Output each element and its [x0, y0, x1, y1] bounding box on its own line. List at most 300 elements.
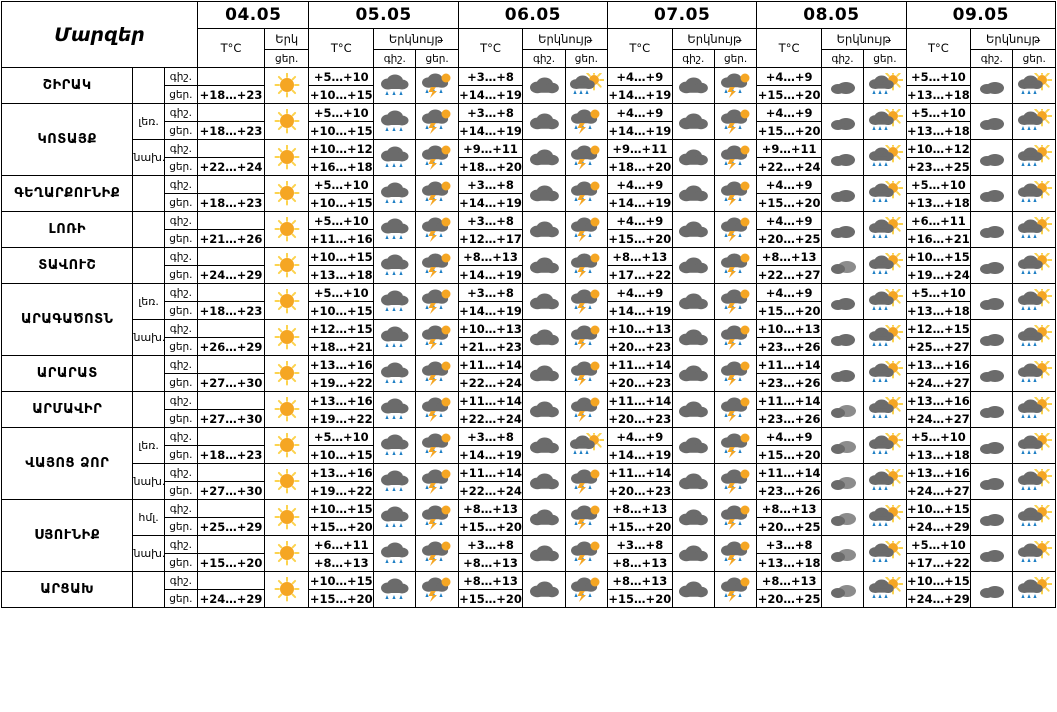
weather-icon-night-rain-cloud: [374, 140, 416, 176]
temp-day-d5: +24…+27: [906, 375, 970, 390]
label-night: գիշ.: [164, 284, 197, 302]
temp-day-d4: +20…+25: [757, 591, 821, 606]
label-night: գիշ.: [164, 572, 197, 590]
weather-icon-day-sun-rain: [1013, 500, 1056, 536]
weather-icon-day-rain-storm: [416, 572, 458, 608]
weather-icon-night-cloud: [672, 104, 714, 140]
weather-icon-day-rain-storm: [565, 176, 607, 212]
label-day: ցեր.: [164, 122, 197, 140]
weather-icon-day-sun-rain: [1013, 284, 1056, 320]
temp-night-d3: +4…+9: [608, 212, 673, 230]
temp-day-d4: +20…+25: [757, 231, 821, 246]
temp-day-d0: +18…+23: [198, 194, 265, 212]
temp-day-d3: +14…+19: [608, 447, 672, 462]
temp-night-d5: +10…+15: [906, 501, 970, 516]
table-row: [2, 284, 1056, 302]
temp-night-d3: +11…+14: [608, 465, 672, 480]
weather-icon-day-sun-rain: [565, 428, 607, 464]
weather-icon-night-moon: [821, 212, 863, 248]
weather-icon-night-cloud: [672, 176, 714, 212]
weather-icon-night-cloud: [672, 68, 714, 104]
temp-night-d5: +12…+15: [906, 321, 970, 336]
header-temp-5: T°C: [906, 29, 971, 68]
weather-icon-day-rain-storm: [416, 320, 458, 356]
weather-icon-day-rain-storm: [565, 500, 607, 536]
label-night: գիշ.: [164, 536, 197, 554]
temp-night-d4: +4…+9: [757, 284, 822, 302]
label-day: ցեր.: [164, 374, 197, 392]
header-day-3: ցեր.: [714, 50, 756, 68]
weather-icon-sun: [264, 140, 309, 176]
weather-icon-day-rain-storm: [714, 104, 756, 140]
weather-icon-day-rain-storm: [416, 104, 458, 140]
weather-icon-day-rain-storm: [714, 572, 756, 608]
temp-day-d4: +23…+26: [757, 375, 821, 390]
table-body: [2, 68, 1056, 608]
table-row: [2, 68, 1056, 86]
temp-night-d0: [198, 140, 265, 158]
weather-icon-day-sun-rain: [864, 464, 906, 500]
weather-icon-day-sun-rain: [1013, 140, 1056, 176]
weather-icon-day-sun-rain: [864, 392, 906, 428]
header-day-0: ցեր.: [264, 50, 309, 68]
weather-icon-night-cloud: [672, 320, 714, 356]
region-name: ՇԻՐԱԿ: [2, 68, 133, 104]
region-subzone: նախ.: [133, 464, 164, 500]
temp-day-d2: +14…+19: [459, 87, 522, 102]
weather-icon-night-moon: [971, 320, 1013, 356]
weather-icon-night-moon: [821, 320, 863, 356]
header-date-2: 06.05: [458, 2, 607, 29]
weather-icon-night-cloud: [672, 392, 714, 428]
weather-icon-night-cloud: [523, 572, 565, 608]
label-night: գիշ.: [164, 320, 197, 338]
temp-day-d3: +14…+19: [608, 303, 672, 318]
table-row: [2, 356, 1056, 374]
temp-night-d1: +5…+10: [309, 212, 374, 230]
temp-night-d2: +3…+8: [458, 536, 523, 554]
weather-icon-night-rain-cloud: [374, 536, 416, 572]
temp-day-d3: +15…+20: [608, 591, 672, 606]
temp-day-d3: +8…+13: [608, 554, 673, 572]
temp-night-d4: +8…+13: [757, 500, 822, 518]
temp-night-d5: +13…+16: [906, 465, 970, 480]
weather-icon-sun: [264, 284, 309, 320]
temp-night-d2: +3…+8: [458, 428, 523, 446]
header-night-4: գիշ.: [821, 50, 863, 68]
weather-icon-night-moon: [821, 68, 863, 104]
temp-night-d0: [198, 104, 265, 122]
weather-icon-night-cloud: [523, 284, 565, 320]
temp-day-d1: +15…+20: [309, 519, 373, 534]
weather-icon-night-rain-cloud: [374, 392, 416, 428]
region-subzone: լեռ.: [133, 104, 164, 140]
weather-icon-day-rain-storm: [565, 248, 607, 284]
weather-icon-day-sun-rain: [1013, 212, 1056, 248]
weather-icon-day-rain-storm: [416, 140, 458, 176]
temp-night-d0: [198, 176, 265, 194]
temp-day-d2: +14…+19: [459, 447, 522, 462]
temp-night-d1: +5…+10: [309, 428, 374, 446]
temp-day-d5: +19…+24: [906, 267, 970, 282]
weather-icon-night-cloud: [523, 320, 565, 356]
weather-icon-sun: [264, 248, 309, 284]
weather-icon-night-moon: [821, 140, 863, 176]
weather-icon-day-rain-storm: [565, 140, 607, 176]
temp-night-d1: +12…+15: [309, 321, 373, 336]
weather-icon-day-rain-storm: [714, 392, 756, 428]
temp-day-d5: +24…+29: [906, 591, 970, 606]
weather-icon-day-sun-rain: [1013, 428, 1056, 464]
weather-icon-day-sun-rain: [864, 212, 906, 248]
weather-icon-night-moon-cloud: [821, 572, 863, 608]
weather-icon-night-moon: [971, 104, 1013, 140]
temp-night-d3: +4…+9: [608, 176, 673, 194]
weather-icon-night-moon: [971, 176, 1013, 212]
label-day: ցեր.: [164, 482, 197, 500]
temp-night-d0: [198, 284, 265, 302]
temp-day-d4: +15…+20: [757, 447, 821, 462]
temp-day-d5: +13…+18: [906, 447, 970, 462]
temp-day-d5: +17…+22: [906, 555, 970, 570]
temp-day-d5: +24…+27: [906, 483, 970, 498]
temp-day-d3: +14…+19: [608, 195, 672, 210]
region-subzone: լեռ.: [133, 428, 164, 464]
weather-icon-sun: [264, 536, 309, 572]
temp-day-d5: +16…+21: [906, 231, 970, 246]
label-night: գիշ.: [164, 248, 197, 266]
region-subzone: լեռ.: [133, 284, 164, 320]
weather-icon-night-moon-cloud: [821, 464, 863, 500]
weather-icon-day-sun-rain: [864, 428, 906, 464]
weather-icon-day-rain-storm: [714, 140, 756, 176]
weather-icon-night-cloud: [523, 248, 565, 284]
weather-icon-night-cloud: [523, 536, 565, 572]
temp-day-d5: +24…+29: [906, 519, 970, 534]
weather-icon-day-rain-storm: [416, 464, 458, 500]
weather-icon-night-cloud: [523, 176, 565, 212]
temp-day-d5: +25…+27: [906, 339, 970, 354]
region-name: ԼՈՌԻ: [2, 212, 133, 248]
weather-icon-night-rain-cloud: [374, 428, 416, 464]
weather-icon-day-rain-storm: [416, 500, 458, 536]
weather-icon-night-cloud: [672, 500, 714, 536]
temp-night-d4: +8…+13: [757, 572, 822, 590]
weather-icon-night-rain-cloud: [374, 320, 416, 356]
weather-icon-night-cloud: [672, 140, 714, 176]
header-sky-1: Երկնույթ: [374, 29, 459, 50]
table-row: [2, 536, 1056, 554]
weather-icon-sun: [264, 464, 309, 500]
weather-icon-night-moon-cloud: [821, 500, 863, 536]
temp-night-d1: +5…+10: [309, 68, 374, 86]
table-row: [2, 104, 1056, 122]
weather-icon-night-cloud: [672, 536, 714, 572]
weather-icon-day-rain-storm: [714, 356, 756, 392]
header-date-0: 04.05: [198, 2, 309, 29]
region-name: ՎԱՅՈՑ ՁՈՐ: [2, 428, 133, 500]
label-day: ցեր.: [164, 410, 197, 428]
table-row: [2, 320, 1056, 338]
temp-day-d5: +24…+27: [906, 411, 970, 426]
weather-icon-sun: [264, 320, 309, 356]
weather-icon-night-moon: [971, 140, 1013, 176]
temp-day-d1: +19…+22: [309, 411, 373, 426]
weather-icon-night-moon-cloud: [821, 392, 863, 428]
weather-icon-night-rain-cloud: [374, 68, 416, 104]
temp-day-d2: +14…+19: [459, 123, 522, 138]
temp-day-d4: +23…+26: [757, 411, 821, 426]
temp-day-d2: +22…+24: [459, 375, 522, 390]
temp-night-d2: +3…+8: [458, 284, 523, 302]
temp-night-d2: +10…+13: [459, 321, 522, 336]
weather-icon-day-rain-storm: [565, 572, 607, 608]
header-sky-4: Երկնույթ: [821, 29, 906, 50]
region-subzone-empty: [133, 392, 164, 428]
weather-icon-night-moon: [821, 176, 863, 212]
weather-icon-day-sun-rain: [864, 176, 906, 212]
table-row: [2, 500, 1056, 518]
weather-icon-day-sun-rain: [864, 500, 906, 536]
header-temp-4: T°C: [757, 29, 822, 68]
temp-day-d3: +20…+23: [608, 411, 672, 426]
temp-day-d3: +20…+23: [608, 483, 672, 498]
temp-night-d0: [198, 248, 265, 266]
weather-icon-day-rain-storm: [714, 536, 756, 572]
region-subzone-empty: [133, 356, 164, 392]
label-night: գիշ.: [164, 68, 197, 86]
weather-icon-day-sun-rain: [1013, 464, 1056, 500]
label-night: գիշ.: [164, 464, 197, 482]
weather-icon-sun: [264, 572, 309, 608]
temp-night-d1: +13…+16: [309, 357, 373, 372]
temp-day-d4: +15…+20: [757, 87, 821, 102]
label-day: ցեր.: [164, 266, 197, 284]
weather-icon-day-rain-storm: [565, 212, 607, 248]
weather-icon-day-sun-rain: [864, 320, 906, 356]
region-subzone-empty: [133, 68, 164, 104]
label-night: գիշ.: [164, 176, 197, 194]
weather-icon-day-sun-rain: [864, 572, 906, 608]
temp-day-d2: +14…+19: [459, 195, 522, 210]
temp-day-d2: +14…+19: [459, 267, 522, 282]
region-name: ԱՐԱՐԱՏ: [2, 356, 133, 392]
label-night: գիշ.: [164, 392, 197, 410]
temp-night-d0: [198, 572, 265, 590]
temp-day-d0: +26…+29: [198, 338, 265, 356]
header-night-2: գիշ.: [523, 50, 565, 68]
weather-icon-day-sun-rain: [1013, 356, 1056, 392]
temp-night-d2: +3…+8: [458, 176, 523, 194]
weather-icon-day-rain-storm: [714, 464, 756, 500]
label-night: գիշ.: [164, 500, 197, 518]
weather-icon-sun: [264, 68, 309, 104]
region-subzone: նախ.: [133, 140, 164, 176]
header-sky-short-0: Երկ: [264, 29, 309, 50]
weather-icon-night-cloud: [523, 356, 565, 392]
label-day: ցեր.: [164, 338, 197, 356]
header-date-5: 09.05: [906, 2, 1055, 29]
temp-day-d2: +22…+24: [459, 483, 522, 498]
weather-icon-day-sun-rain: [864, 68, 906, 104]
temp-day-d3: +15…+20: [608, 231, 672, 246]
label-day: ցեր.: [164, 302, 197, 320]
header-date-1: 05.05: [309, 2, 458, 29]
weather-icon-night-moon: [821, 284, 863, 320]
temp-day-d0: +27…+30: [198, 374, 265, 392]
label-night: գիշ.: [164, 212, 197, 230]
weather-icon-night-cloud: [523, 68, 565, 104]
weather-icon-night-moon-cloud: [821, 536, 863, 572]
temp-day-d3: +20…+23: [608, 375, 672, 390]
label-day: ցեր.: [164, 230, 197, 248]
table-row: [2, 392, 1056, 410]
temp-day-d0: +18…+23: [198, 302, 265, 320]
weather-icon-night-cloud: [672, 356, 714, 392]
temp-night-d2: +8…+13: [458, 500, 523, 518]
temp-day-d5: +13…+18: [906, 303, 970, 318]
temp-night-d3: +3…+8: [608, 536, 673, 554]
weather-icon-day-rain-storm: [714, 248, 756, 284]
temp-night-d3: +11…+14: [608, 357, 672, 372]
region-name: ԿՈՏԱՅՔ: [2, 104, 133, 176]
temp-night-d4: +9…+11: [757, 140, 822, 158]
weather-icon-night-rain-cloud: [374, 500, 416, 536]
temp-day-d3: +15…+20: [608, 519, 672, 534]
header-day-2: ցեր.: [565, 50, 607, 68]
temp-night-d2: +11…+14: [459, 465, 522, 480]
temp-night-d3: +8…+13: [608, 500, 673, 518]
weather-icon-day-sun-rain: [1013, 320, 1056, 356]
weather-icon-night-cloud: [523, 428, 565, 464]
table-row: [2, 140, 1056, 158]
header-day-4: ցեր.: [864, 50, 906, 68]
label-night: գիշ.: [164, 104, 197, 122]
weather-icon-night-moon: [971, 428, 1013, 464]
temp-night-d4: +11…+14: [757, 465, 821, 480]
temp-night-d4: +4…+9: [757, 212, 822, 230]
temp-day-d1: +10…+15: [309, 303, 373, 318]
weather-icon-sun: [264, 104, 309, 140]
weather-icon-night-rain-cloud: [374, 104, 416, 140]
region-name: ՍՅՈՒՆԻՔ: [2, 500, 133, 572]
temp-night-d4: +4…+9: [757, 104, 822, 122]
weather-icon-day-rain-storm: [416, 392, 458, 428]
temp-night-d4: +11…+14: [757, 393, 821, 408]
temp-night-d3: +11…+14: [608, 393, 672, 408]
header-temp-1: T°C: [309, 29, 374, 68]
table-row: [2, 572, 1056, 590]
temp-day-d4: +15…+20: [757, 123, 821, 138]
weather-icon-night-moon: [821, 356, 863, 392]
weather-icon-day-rain-storm: [565, 320, 607, 356]
temp-night-d1: +10…+15: [309, 573, 373, 588]
temp-night-d2: +9…+11: [458, 140, 523, 158]
temp-day-d2: +12…+17: [459, 231, 522, 246]
header-temp-2: T°C: [458, 29, 523, 68]
temp-night-d0: [198, 392, 265, 410]
weather-icon-day-sun-rain: [565, 68, 607, 104]
temp-day-d0: +15…+20: [198, 554, 265, 572]
weather-icon-day-rain-storm: [714, 284, 756, 320]
temp-night-d2: +3…+8: [458, 104, 523, 122]
temp-day-d2: +18…+20: [459, 159, 522, 174]
header-sky-5: Երկնույթ: [971, 29, 1056, 50]
weather-icon-night-cloud: [672, 428, 714, 464]
temp-night-d4: +3…+8: [757, 536, 822, 554]
weather-icon-day-sun-rain: [864, 248, 906, 284]
weather-icon-sun: [264, 176, 309, 212]
temp-night-d1: +13…+16: [309, 465, 373, 480]
temp-night-d0: [198, 464, 265, 482]
temp-day-d1: +16…+18: [309, 159, 373, 174]
temp-day-d0: +27…+30: [198, 482, 265, 500]
temp-night-d0: [198, 536, 265, 554]
region-subzone: նախ.: [133, 536, 164, 572]
weather-icon-day-sun-rain: [864, 284, 906, 320]
weather-icon-night-moon-cloud: [821, 428, 863, 464]
temp-night-d4: +8…+13: [757, 248, 822, 266]
temp-day-d2: +15…+20: [459, 591, 522, 606]
region-subzone-empty: [133, 248, 164, 284]
region-subzone-empty: [133, 176, 164, 212]
region-name: ԱՐՄԱՎԻՐ: [2, 392, 133, 428]
weather-icon-day-sun-rain: [864, 104, 906, 140]
weather-icon-night-cloud: [672, 212, 714, 248]
label-night: գիշ.: [164, 356, 197, 374]
weather-icon-day-sun-rain: [864, 140, 906, 176]
temp-day-d4: +23…+26: [757, 483, 821, 498]
temp-night-d3: +9…+11: [608, 140, 673, 158]
table-row: [2, 464, 1056, 482]
table-row: [2, 248, 1056, 266]
weather-icon-day-rain-storm: [416, 356, 458, 392]
header-temp-0: T°C: [198, 29, 265, 68]
temp-night-d2: +8…+13: [458, 248, 523, 266]
temp-day-d5: +13…+18: [906, 123, 970, 138]
weather-icon-night-rain-cloud: [374, 464, 416, 500]
temp-night-d2: +11…+14: [459, 393, 522, 408]
weather-icon-night-moon: [971, 284, 1013, 320]
temp-day-d4: +20…+25: [757, 519, 821, 534]
temp-night-d1: +5…+10: [309, 284, 374, 302]
weather-icon-day-sun-rain: [864, 356, 906, 392]
temp-night-d5: +5…+10: [906, 176, 971, 194]
temp-night-d0: [198, 68, 265, 86]
weather-icon-night-moon: [821, 104, 863, 140]
temp-day-d0: +18…+23: [198, 86, 265, 104]
weather-icon-night-moon: [971, 248, 1013, 284]
temp-day-d0: +27…+30: [198, 410, 265, 428]
region-subzone-empty: [133, 212, 164, 248]
temp-day-d1: +10…+15: [309, 447, 373, 462]
label-day: ցեր.: [164, 194, 197, 212]
weather-icon-night-rain-cloud: [374, 356, 416, 392]
header-night-3: գիշ.: [672, 50, 714, 68]
weather-icon-day-rain-storm: [416, 284, 458, 320]
weather-icon-night-cloud: [523, 104, 565, 140]
temp-night-d0: [198, 320, 265, 338]
weather-icon-night-cloud: [672, 572, 714, 608]
temp-day-d3: +17…+22: [608, 267, 672, 282]
weather-icon-night-cloud: [672, 284, 714, 320]
label-night: գիշ.: [164, 140, 197, 158]
temp-night-d4: +4…+9: [757, 176, 822, 194]
region-name: ԱՐՑԱԽ: [2, 572, 133, 608]
label-day: ցեր.: [164, 518, 197, 536]
weather-icon-night-rain-cloud: [374, 284, 416, 320]
temp-day-d1: +19…+22: [309, 483, 373, 498]
